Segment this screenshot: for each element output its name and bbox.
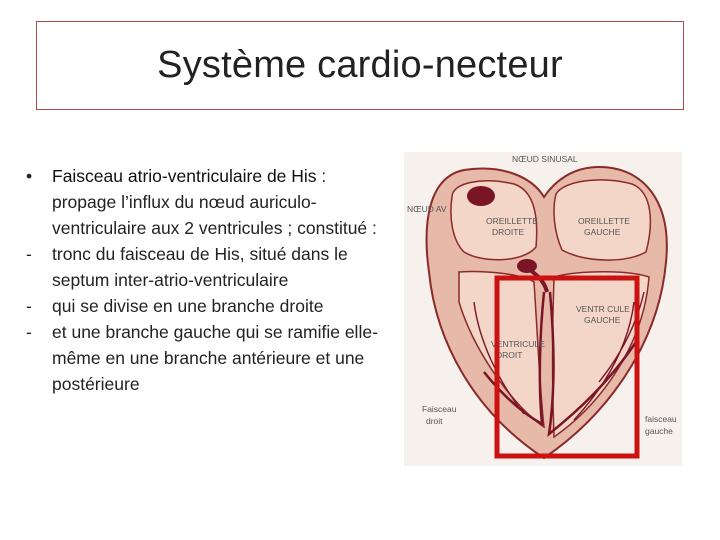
bullet-marker: • [26,166,33,186]
label-oreillette-droite-1: OREILLETTE [486,216,538,226]
bullet-text: : propage l’influx du nœud auriculo-ventriculaire aux 2 ventricules ; constitué : [52,166,377,238]
sub-item [20,241,390,293]
label-noeud-av: NŒUD AV [407,204,447,214]
label-ventricule-gauche-1: VENTR CULE [576,304,630,314]
dash-marker: - [26,244,32,264]
label-faisceau-droit-1: Faisceau [422,404,457,414]
sinus-node [467,186,495,206]
bullet-item [20,163,390,241]
label-faisceau-droit-2: droit [426,416,443,426]
slide-title: Système cardio-necteur [157,44,563,86]
label-faisceau-gauche-2: gauche [645,426,673,436]
bullet-list [20,163,390,397]
label-noeud-sinusal: NŒUD SINUSAL [512,154,578,164]
sub-item-text: et une branche gauche qui se ramifie elle-même en une branche antérieure et une postérieure [52,322,378,394]
label-oreillette-gauche-2: GAUCHE [584,227,621,237]
sub-item-text: tronc du faisceau de His, situé dans le septum inter-atrio-ventriculaire [52,244,348,290]
sub-item-text: qui se divise en une branche droite [52,296,324,316]
label-faisceau-gauche-1: faisceau [645,414,677,424]
dash-marker: - [26,322,32,342]
label-oreillette-droite-2: DROITE [492,227,525,237]
title-box [36,21,684,110]
sub-item [20,293,390,319]
label-ventricule-droit-1: VENTRICULE [491,339,545,349]
sub-item [20,319,390,397]
heart-conduction-diagram [404,152,682,466]
label-ventricule-droit-2: DROIT [496,350,523,360]
dash-marker: - [26,296,32,316]
bullet-heading: Faisceau atrio-ventriculaire de His [52,166,317,186]
label-oreillette-gauche-1: OREILLETTE [578,216,630,226]
label-ventricule-gauche-2: GAUCHE [584,315,621,325]
